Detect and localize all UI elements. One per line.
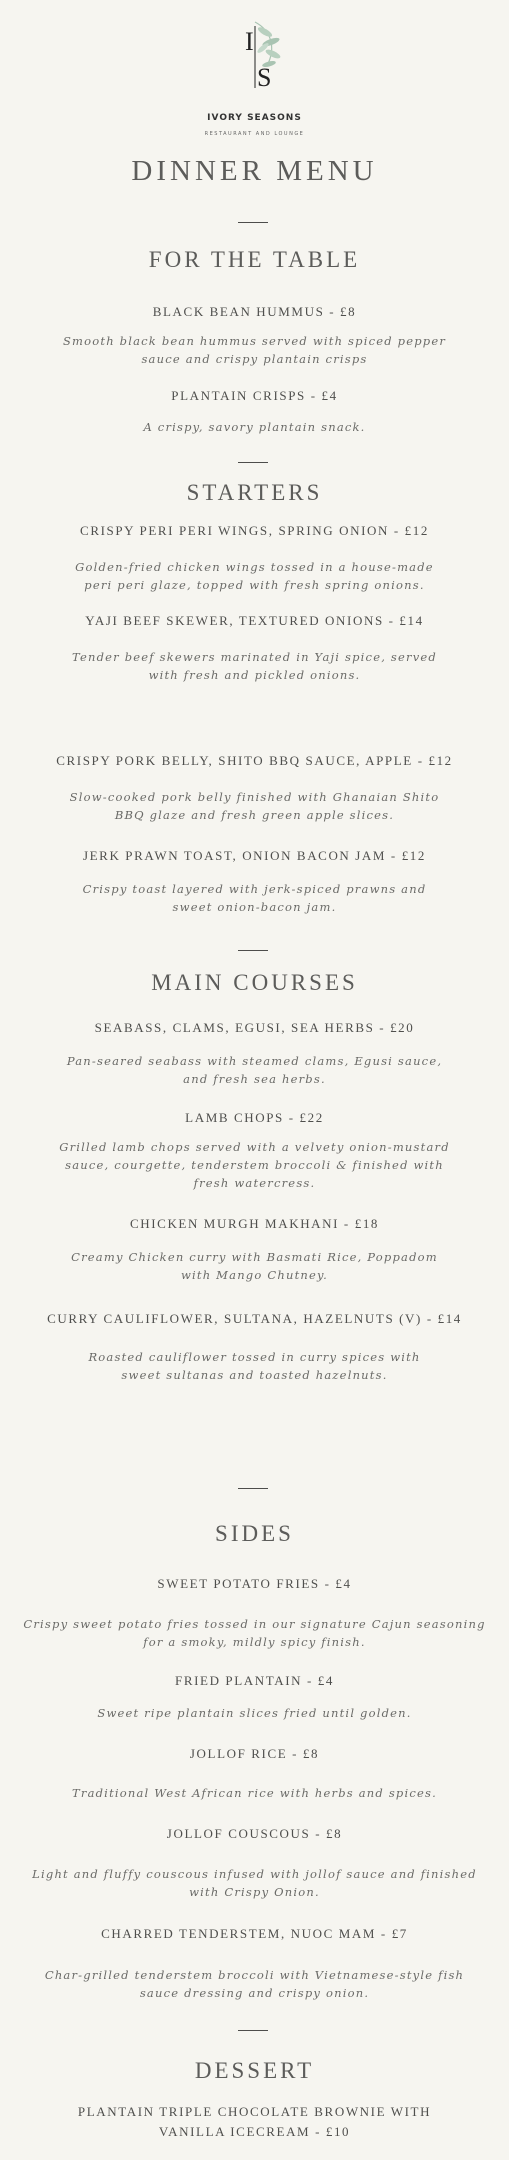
menu-item-description: A crispy, savory plantain snack.	[143, 420, 366, 434]
menu-item-description: Slow-cooked pork belly finished with Ghanaian Shito BBQ glaze and fresh green apple slices.	[69, 790, 440, 822]
menu-item-name: CRISPY PORK BELLY, SHITO BBQ SAUCE, APPLE - £12	[56, 753, 453, 768]
page-title: DINNER MENU	[131, 155, 378, 187]
menu-item-description: Golden-fried chicken wings tossed in a house-made peri peri glaze, topped with fresh spring onions.	[75, 560, 434, 592]
menu-item-description: Traditional West African rice with herbs and spices.	[72, 1786, 437, 1800]
menu-item-name: BLACK BEAN HUMMUS - £8	[152, 304, 357, 319]
menu-item-description: Light and fluffy couscous infused with jollof sauce and finished with Crispy Onion.	[32, 1867, 477, 1899]
menu-item-name: YAJI BEEF SKEWER, TEXTURED ONIONS - £14	[85, 613, 424, 628]
brand-name: IVORY SEASONS	[207, 113, 302, 123]
section-divider	[238, 1488, 268, 1489]
svg-text:I: I	[244, 27, 254, 56]
section-title-for-the-table: FOR THE TABLE	[148, 247, 361, 272]
section-divider	[238, 222, 268, 223]
menu-item-name: CHARRED TENDERSTEM, NUOC MAM - £7	[101, 1926, 408, 1941]
section-title-starters: STARTERS	[186, 480, 323, 505]
menu-item-name: CHICKEN MURGH MAKHANI - £18	[129, 1216, 380, 1231]
menu-item-name: PLANTAIN TRIPLE CHOCOLATE BROWNIE WITH VANILLA ICECREAM - £10	[77, 2104, 432, 2139]
svg-text:S: S	[256, 63, 271, 92]
menu-item-description: Grilled lamb chops served with a velvety onion-mustard sauce, courgette, tenderstem broccoli & finished with fresh watercress.	[59, 1140, 450, 1190]
section-divider	[238, 2030, 268, 2031]
menu-item-description: Tender beef skewers marinated in Yaji spice, served with fresh and pickled onions.	[72, 650, 437, 682]
menu-item-name: JOLLOF RICE - £8	[189, 1746, 320, 1761]
menu-item-name: CURRY CAULIFLOWER, SULTANA, HAZELNUTS (V) - £14	[47, 1311, 462, 1326]
menu-item-description: Roasted cauliflower tossed in curry spices with sweet sultanas and toasted hazelnuts.	[88, 1350, 421, 1382]
brand-logo	[0, 18, 509, 137]
menu-item-description: Sweet ripe plantain slices fried until golden.	[97, 1706, 412, 1720]
menu-item-description: Crispy sweet potato fries tossed in our signature Cajun seasoning for a smoky, mildly spicy finish.	[23, 1617, 486, 1649]
brand-subtitle: RESTAURANT AND LOUNGE	[204, 131, 305, 137]
menu-item-description: Char-grilled tenderstem broccoli with Vietnamese-style fish sauce dressing and crispy onion.	[44, 1968, 465, 2000]
menu-item-description: Crispy toast layered with jerk-spiced prawns and sweet onion-bacon jam.	[82, 882, 427, 914]
menu-item-name: SEABASS, CLAMS, EGUSI, SEA HERBS - £20	[94, 1020, 415, 1035]
menu-item-name: LAMB CHOPS - £22	[185, 1110, 324, 1125]
section-divider	[238, 462, 268, 463]
menu-item-name: JERK PRAWN TOAST, ONION BACON JAM - £12	[82, 848, 427, 863]
section-title-main-courses: MAIN COURSES	[151, 970, 358, 995]
menu-item-name: CRISPY PERI PERI WINGS, SPRING ONION - £12	[80, 523, 429, 538]
menu-item-description: Pan-seared seabass with steamed clams, Egusi sauce, and fresh sea herbs.	[66, 1054, 443, 1086]
section-title-sides: SIDES	[215, 1521, 294, 1546]
menu-item-name: FRIED PLANTAIN - £4	[175, 1673, 334, 1688]
section-divider	[238, 950, 268, 951]
menu-item-name: SWEET POTATO FRIES - £4	[157, 1576, 352, 1591]
menu-item-description: Smooth black bean hummus served with spiced pepper sauce and crispy plantain crisps	[62, 334, 447, 366]
monogram-leaf-icon	[215, 18, 295, 98]
menu-item-description: Creamy Chicken curry with Basmati Rice, Poppadom with Mango Chutney.	[71, 1250, 438, 1282]
menu-item-name: JOLLOF COUSCOUS - £8	[166, 1826, 343, 1841]
section-title-dessert: DESSERT	[194, 2058, 315, 2083]
menu-item-name: PLANTAIN CRISPS - £4	[171, 388, 338, 403]
